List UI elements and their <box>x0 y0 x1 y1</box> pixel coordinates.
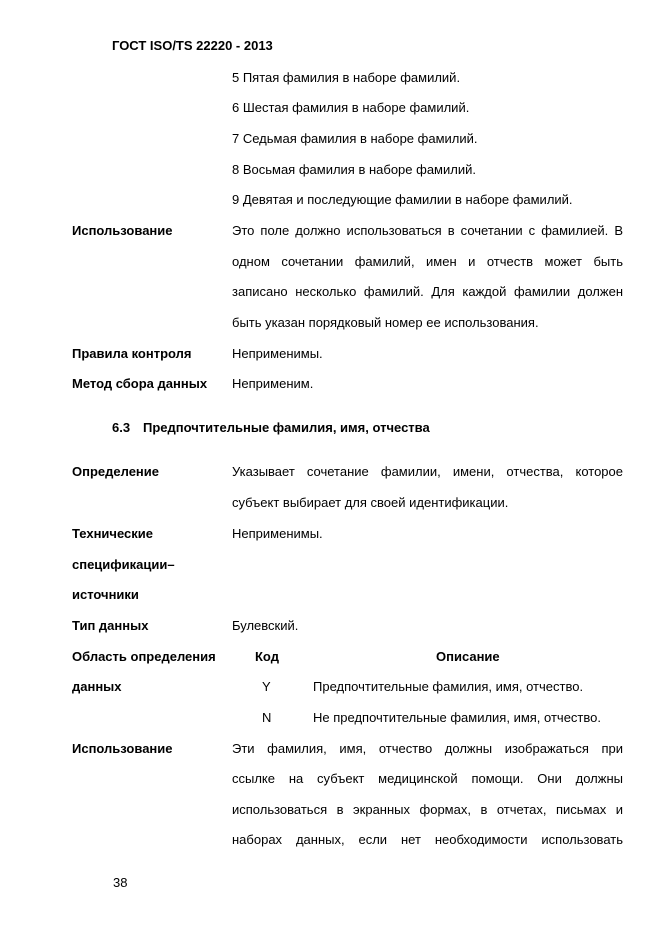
usage-text-line: записано несколько фамилий. Для каждой фамилии должен <box>232 284 623 299</box>
document-header: ГОСТ ISO/TS 22220 - 2013 <box>112 38 273 53</box>
tech-specs-label-line: Технические <box>72 526 153 541</box>
domain-description: Не предпочтительные фамилия, имя, отчество. <box>313 710 601 725</box>
usage-text-line: быть указан порядковый номер ее использования. <box>232 315 539 330</box>
list-item: 6 Шестая фамилия в наборе фамилий. <box>232 100 470 115</box>
collection-method-label: Метод сбора данных <box>72 376 208 391</box>
data-type-value: Булевский. <box>232 618 299 633</box>
usage-text-line: ссылке на субъект медицинской помощи. Они должны <box>232 771 623 786</box>
usage-text-line: наборах данных, если нет необходимости использовать <box>232 832 623 847</box>
tech-specs-value: Неприменимы. <box>232 526 323 541</box>
tech-specs-label-line: спецификации– <box>72 557 175 572</box>
usage-text-line: Эти фамилия, имя, отчество должны изображаться при <box>232 741 623 756</box>
usage-text-line: одном сочетании фамилий, имен и отчеств может быть <box>232 254 623 269</box>
section-number: 6.3 <box>112 420 131 435</box>
definition-text-line: Указывает сочетание фамилии, имени, отчества, которое <box>232 464 623 479</box>
usage-label: Использование <box>72 223 173 238</box>
domain-code: N <box>262 710 272 725</box>
data-type-label: Тип данных <box>72 618 149 633</box>
domain-label-line: данных <box>72 679 122 694</box>
description-column-header: Описание <box>436 649 500 664</box>
control-rules-label: Правила контроля <box>72 346 192 361</box>
collection-method-value: Неприменим. <box>232 376 314 391</box>
list-item: 8 Восьмая фамилия в наборе фамилий. <box>232 162 476 177</box>
tech-specs-label-line: источники <box>72 587 139 602</box>
usage-label: Использование <box>72 741 173 756</box>
domain-code: Y <box>262 679 271 694</box>
page-number: 38 <box>113 875 128 890</box>
usage-text-line: Это поле должно использоваться в сочетании с фамилией. В <box>232 223 623 238</box>
definition-text-line: субъект выбирает для своей идентификации. <box>232 495 509 510</box>
code-column-header: Код <box>255 649 279 664</box>
list-item: 9 Девятая и последующие фамилии в наборе фамилий. <box>232 192 573 207</box>
domain-label-line: Область определения <box>72 649 216 664</box>
usage-text-line: использоваться в экранных формах, в отчетах, письмах и <box>232 802 623 817</box>
domain-description: Предпочтительные фамилия, имя, отчество. <box>313 679 584 694</box>
control-rules-value: Неприменимы. <box>232 346 323 361</box>
list-item: 7 Седьмая фамилия в наборе фамилий. <box>232 131 478 146</box>
section-title: Предпочтительные фамилия, имя, отчества <box>143 420 430 435</box>
list-item: 5 Пятая фамилия в наборе фамилий. <box>232 70 461 85</box>
definition-label: Определение <box>72 464 160 479</box>
